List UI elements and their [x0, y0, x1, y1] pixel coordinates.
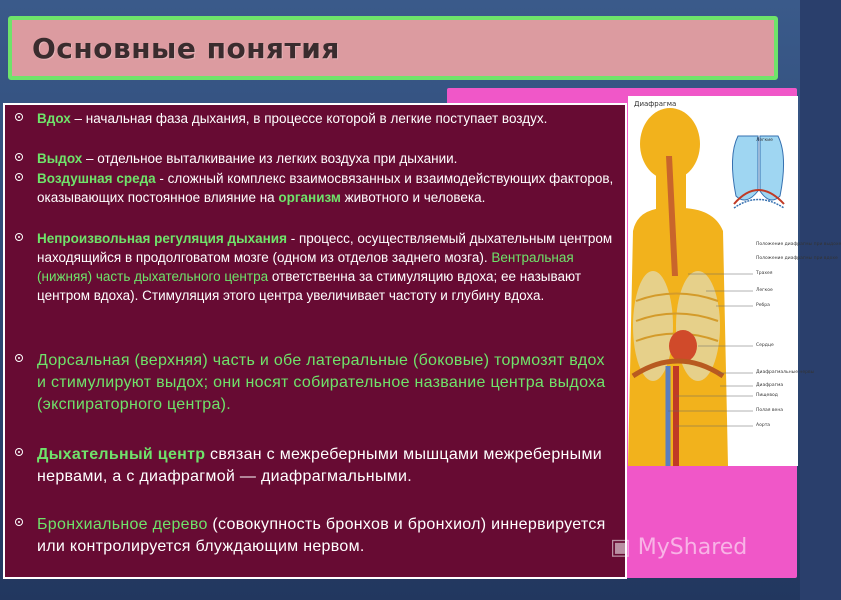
- list-item: [37, 514, 617, 558]
- bullet-icon: [15, 354, 23, 362]
- term: Дыхательный центр: [37, 446, 206, 463]
- anatomy-diagram: [628, 96, 841, 466]
- presentation-icon: ▣: [610, 535, 631, 560]
- list-item: [37, 109, 617, 128]
- bullet-icon: [15, 113, 23, 121]
- diagram-label: Трахея: [756, 271, 773, 276]
- definition: - сложный комплекс взаимосвязанных и взаимодействующих факторов, оказывающих постоянное влияние на: [37, 171, 614, 205]
- highlight: Дорсальная (верхняя) часть и обе латеральные (боковые) тормозят вдох и стимулируют выдох; они носят собирательное название центра выдоха (экспираторного центра).: [37, 352, 606, 413]
- bullet-icon: [15, 153, 23, 161]
- diagram-caption: Диафрагма: [634, 100, 677, 108]
- highlight: Вентральная (нижняя) часть дыхательного центра: [37, 250, 574, 284]
- definition: – начальная фаза дыхания, в процессе которой в легкие поступает воздух.: [70, 111, 548, 126]
- diagram-label: Аорта: [756, 423, 771, 428]
- diagram-label: Сердце: [756, 343, 774, 348]
- list-item: [37, 149, 617, 168]
- definition: – отдельное выталкивание из легких воздуха при дыхании.: [82, 151, 458, 166]
- watermark-text: MyShared: [637, 535, 748, 560]
- diagram-label: Полая вена: [756, 408, 784, 413]
- definition: связан с межреберными мышцами межреберными нервами, а с диафрагмой — диафрагмальными.: [37, 446, 603, 485]
- diagram-label: Ребра: [756, 303, 770, 308]
- term: Выдох: [37, 151, 83, 166]
- bullet-icon: [15, 173, 23, 181]
- diagram-label: Легкое: [756, 288, 773, 293]
- diagram-label: Положение диафрагмы при выдохе: [756, 242, 841, 247]
- highlight: Бронхиальное дерево: [37, 516, 208, 533]
- diagram-label: Диафрагмальные нервы: [756, 370, 815, 375]
- content-panel: [3, 103, 627, 579]
- watermark: [610, 535, 747, 560]
- title-bar: [8, 16, 778, 80]
- term: Воздушная среда: [37, 171, 156, 186]
- list-item: [37, 444, 617, 488]
- list-item: [37, 169, 617, 207]
- definition: животного и человека.: [340, 190, 486, 205]
- diagram-label: Диафрагма: [756, 383, 784, 388]
- term: Вдох: [37, 111, 71, 126]
- diagram-label: Пищевод: [756, 393, 778, 398]
- definition: ответственна за стимуляцию вдоха; ее называют центром вдоха). Стимуляция этого центра увеличивает частоту и глубину вдоха.: [37, 269, 581, 303]
- bullet-icon: [15, 448, 23, 456]
- bullet-icon: [15, 518, 23, 526]
- list-item: [37, 229, 617, 305]
- definition: (совокупность бронхов и бронхиол) иннервируется или контролируется блуждающим нервом.: [37, 516, 606, 555]
- list-item: [37, 350, 617, 416]
- definition: - процесс, осуществляемый дыхательным центром находящийся в продолговатом мозге (одном из отделов заднего мозга).: [37, 231, 613, 265]
- slide-title: Основные понятия: [32, 32, 340, 65]
- term: организм: [278, 190, 341, 205]
- diagram-label: Положение диафрагмы при вдохе: [756, 256, 838, 261]
- bullet-icon: [15, 233, 23, 241]
- term: Непроизвольная регуляция дыхания: [37, 231, 287, 246]
- diagram-label: Легкие: [756, 138, 773, 143]
